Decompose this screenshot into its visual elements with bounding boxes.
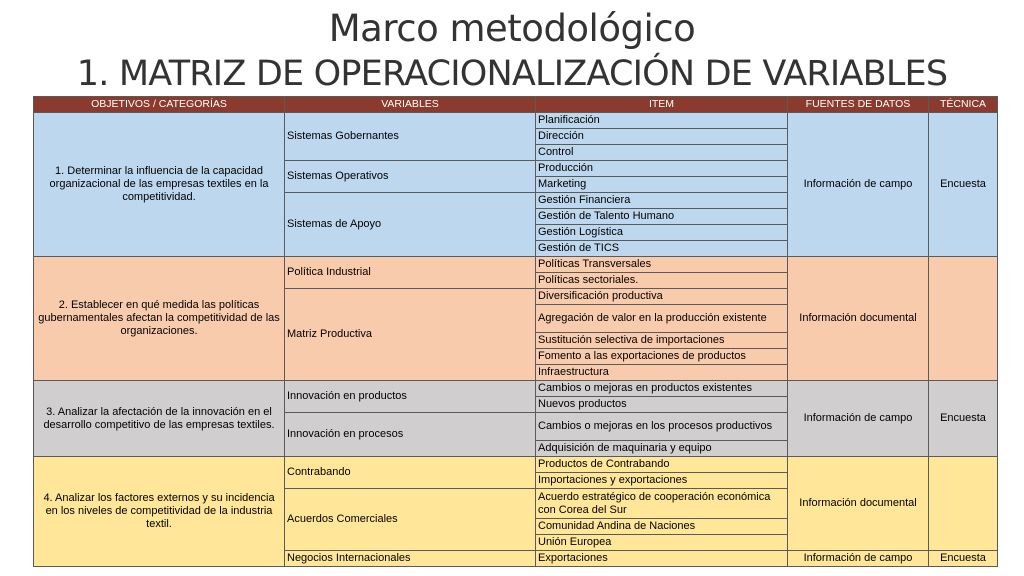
item-cell: Nuevos productos bbox=[536, 397, 788, 413]
header-variables: VARIABLES bbox=[285, 97, 536, 113]
objective-group-4 bbox=[34, 457, 998, 567]
variable-cell: Matriz Productiva bbox=[285, 289, 536, 381]
header-tecnica: TÉCNICA bbox=[929, 97, 998, 113]
objective-cell: 1. Determinar la influencia de la capacidad organizacional de las empresas textiles en la competitividad. bbox=[34, 113, 285, 257]
item-cell: Fomento a las exportaciones de productos bbox=[536, 349, 788, 365]
variable-cell: Sistemas Operativos bbox=[285, 161, 536, 193]
item-cell: Dirección bbox=[536, 129, 788, 145]
objective-cell: 2. Establecer en qué medida las políticas gubernamentales afectan la competitividad de las organizaciones. bbox=[34, 257, 285, 381]
objective-group-3 bbox=[34, 381, 998, 457]
variable-cell: Sistemas Gobernantes bbox=[285, 113, 536, 161]
item-cell: Planificación bbox=[536, 113, 788, 129]
variable-cell: Sistemas de Apoyo bbox=[285, 193, 536, 257]
header-objetivos: OBJETIVOS / CATEGORÍAS bbox=[34, 97, 285, 113]
operationalization-matrix bbox=[33, 96, 998, 567]
slide-subtitle: 1. MATRIZ DE OPERACIONALIZACIÓN DE VARIABLES bbox=[76, 54, 948, 94]
tecnica-cell: Encuesta bbox=[929, 113, 998, 257]
header-item: ITEM bbox=[536, 97, 788, 113]
header-fuentes: FUENTES DE DATOS bbox=[788, 97, 929, 113]
item-cell: Gestión Financiera bbox=[536, 193, 788, 209]
fuente-cell: Información documental bbox=[788, 457, 929, 551]
item-cell: Comunidad Andina de Naciones bbox=[536, 519, 788, 535]
tecnica-cell: Encuesta bbox=[929, 551, 998, 567]
variable-cell: Acuerdos Comerciales bbox=[285, 489, 536, 551]
fuente-cell: Información de campo bbox=[788, 551, 929, 567]
item-cell: Agregación de valor en la producción existente bbox=[536, 305, 788, 333]
item-cell: Gestión de TICS bbox=[536, 241, 788, 257]
item-cell: Políticas sectoriales. bbox=[536, 273, 788, 289]
item-cell: Gestión Logística bbox=[536, 225, 788, 241]
header-row bbox=[34, 97, 998, 113]
item-cell: Diversificación productiva bbox=[536, 289, 788, 305]
variable-cell: Contrabando bbox=[285, 457, 536, 489]
item-cell: Marketing bbox=[536, 177, 788, 193]
objective-group-1 bbox=[34, 113, 998, 257]
item-cell: Cambios o mejoras en los procesos productivos bbox=[536, 413, 788, 441]
item-cell: Unión Europea bbox=[536, 535, 788, 551]
item-cell: Importaciones y exportaciones bbox=[536, 473, 788, 489]
item-cell: Cambios o mejoras en productos existentes bbox=[536, 381, 788, 397]
variable-cell: Innovación en procesos bbox=[285, 413, 536, 457]
variable-cell: Política Industrial bbox=[285, 257, 536, 289]
item-cell: Acuerdo estratégico de cooperación económica con Corea del Sur bbox=[536, 489, 788, 519]
item-cell: Gestión de Talento Humano bbox=[536, 209, 788, 225]
fuente-cell: Información de campo bbox=[788, 381, 929, 457]
item-cell: Políticas Transversales bbox=[536, 257, 788, 273]
item-cell: Productos de Contrabando bbox=[536, 457, 788, 473]
item-cell: Exportaciones bbox=[536, 551, 788, 567]
objective-cell: 3. Analizar la afectación de la innovación en el desarrollo competitivo de las empresas textiles. bbox=[34, 381, 285, 457]
item-cell: Control bbox=[536, 145, 788, 161]
objective-cell: 4. Analizar los factores externos y su incidencia en los niveles de competitividad de la industria textil. bbox=[34, 457, 285, 567]
variable-cell: Innovación en productos bbox=[285, 381, 536, 413]
fuente-cell: Información documental bbox=[788, 257, 929, 381]
variable-cell: Negocios Internacionales bbox=[285, 551, 536, 567]
fuente-cell: Información de campo bbox=[788, 113, 929, 257]
tecnica-cell bbox=[929, 257, 998, 381]
item-cell: Infraestructura bbox=[536, 365, 788, 381]
item-cell: Producción bbox=[536, 161, 788, 177]
objective-group-2 bbox=[34, 257, 998, 381]
tecnica-cell bbox=[929, 457, 998, 551]
tecnica-cell: Encuesta bbox=[929, 381, 998, 457]
item-cell: Sustitución selectiva de importaciones bbox=[536, 333, 788, 349]
item-cell: Adquisición de maquinaria y equipo bbox=[536, 441, 788, 457]
slide-title: Marco metodológico bbox=[328, 7, 696, 50]
